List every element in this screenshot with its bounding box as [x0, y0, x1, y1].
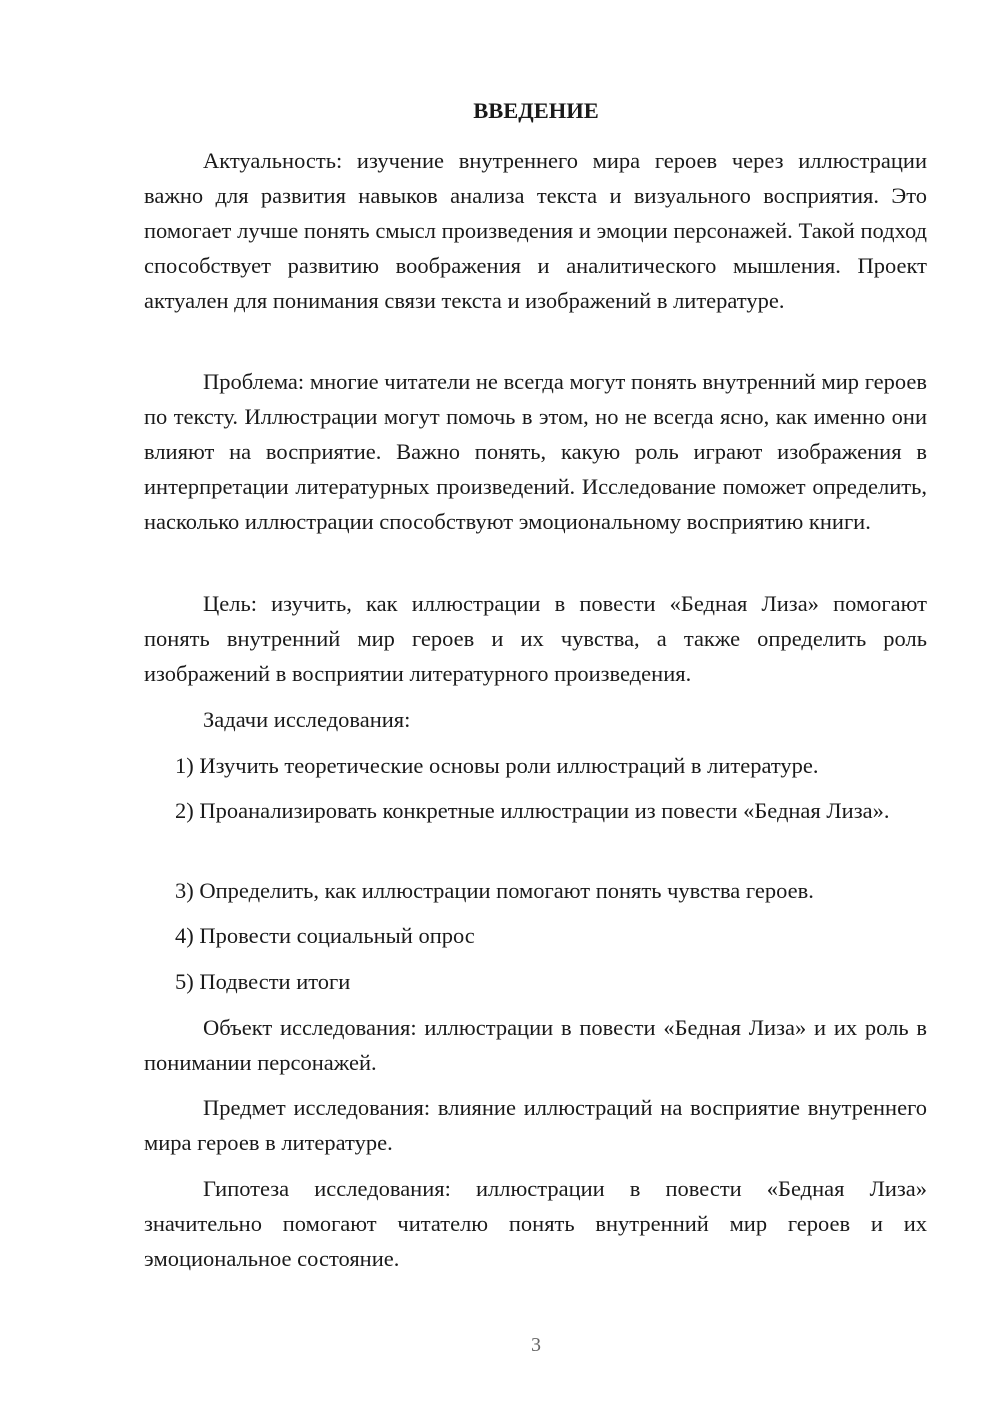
- relevance-paragraph: Актуальность: изучение внутреннего мира героев через иллюстрации важно для развития навыков анализа текста и визуального восприятия. Это помогает лучше понять смысл произведения и эмоции персонажей. Такой подход способствует развитию воображения и аналитического мышления. Проект актуален для понимания связи текста и изображений в литературе.: [144, 148, 927, 313]
- object-paragraph: Объект исследования: иллюстрации в повести «Бедная Лиза» и их роль в понимании персонажей.: [144, 1015, 927, 1075]
- subject-paragraph: Предмет исследования: влияние иллюстраций на восприятие внутреннего мира героев в литературе.: [144, 1095, 927, 1155]
- hypothesis-paragraph: Гипотеза исследования: иллюстрации в повести «Бедная Лиза» значительно помогают читателю понять внутренний мир героев и их эмоциональное состояние.: [144, 1176, 927, 1271]
- task-item-4: 4) Провести социальный опрос: [175, 923, 475, 948]
- task-item-1: 1) Изучить теоретические основы роли иллюстраций в литературе.: [175, 753, 819, 778]
- task-item-5: 5) Подвести итоги: [175, 969, 351, 994]
- problem-paragraph: Проблема: многие читатели не всегда могут понять внутренний мир героев по тексту. Иллюстрации могут помочь в этом, но не всегда ясно, как именно они влияют на восприятие. Важно понять, какую роль играют изображения в интерпретации литературных произведений. Исследование поможет определить, насколько иллюстрации способствуют эмоциональному восприятию книги.: [144, 369, 927, 534]
- goal-paragraph: Цель: изучить, как иллюстрации в повести «Бедная Лиза» помогают понять внутренний мир героев и их чувства, а также определить роль изображений в восприятии литературного произведения.: [144, 591, 927, 686]
- task-item-2: 2) Проанализировать конкретные иллюстрации из повести «Бедная Лиза».: [175, 798, 890, 823]
- tasks-heading: Задачи исследования:: [203, 707, 411, 732]
- page-number: 3: [531, 1334, 541, 1356]
- task-item-3: 3) Определить, как иллюстрации помогают понять чувства героев.: [175, 878, 814, 903]
- page-title: ВВЕДЕНИЕ: [473, 98, 599, 123]
